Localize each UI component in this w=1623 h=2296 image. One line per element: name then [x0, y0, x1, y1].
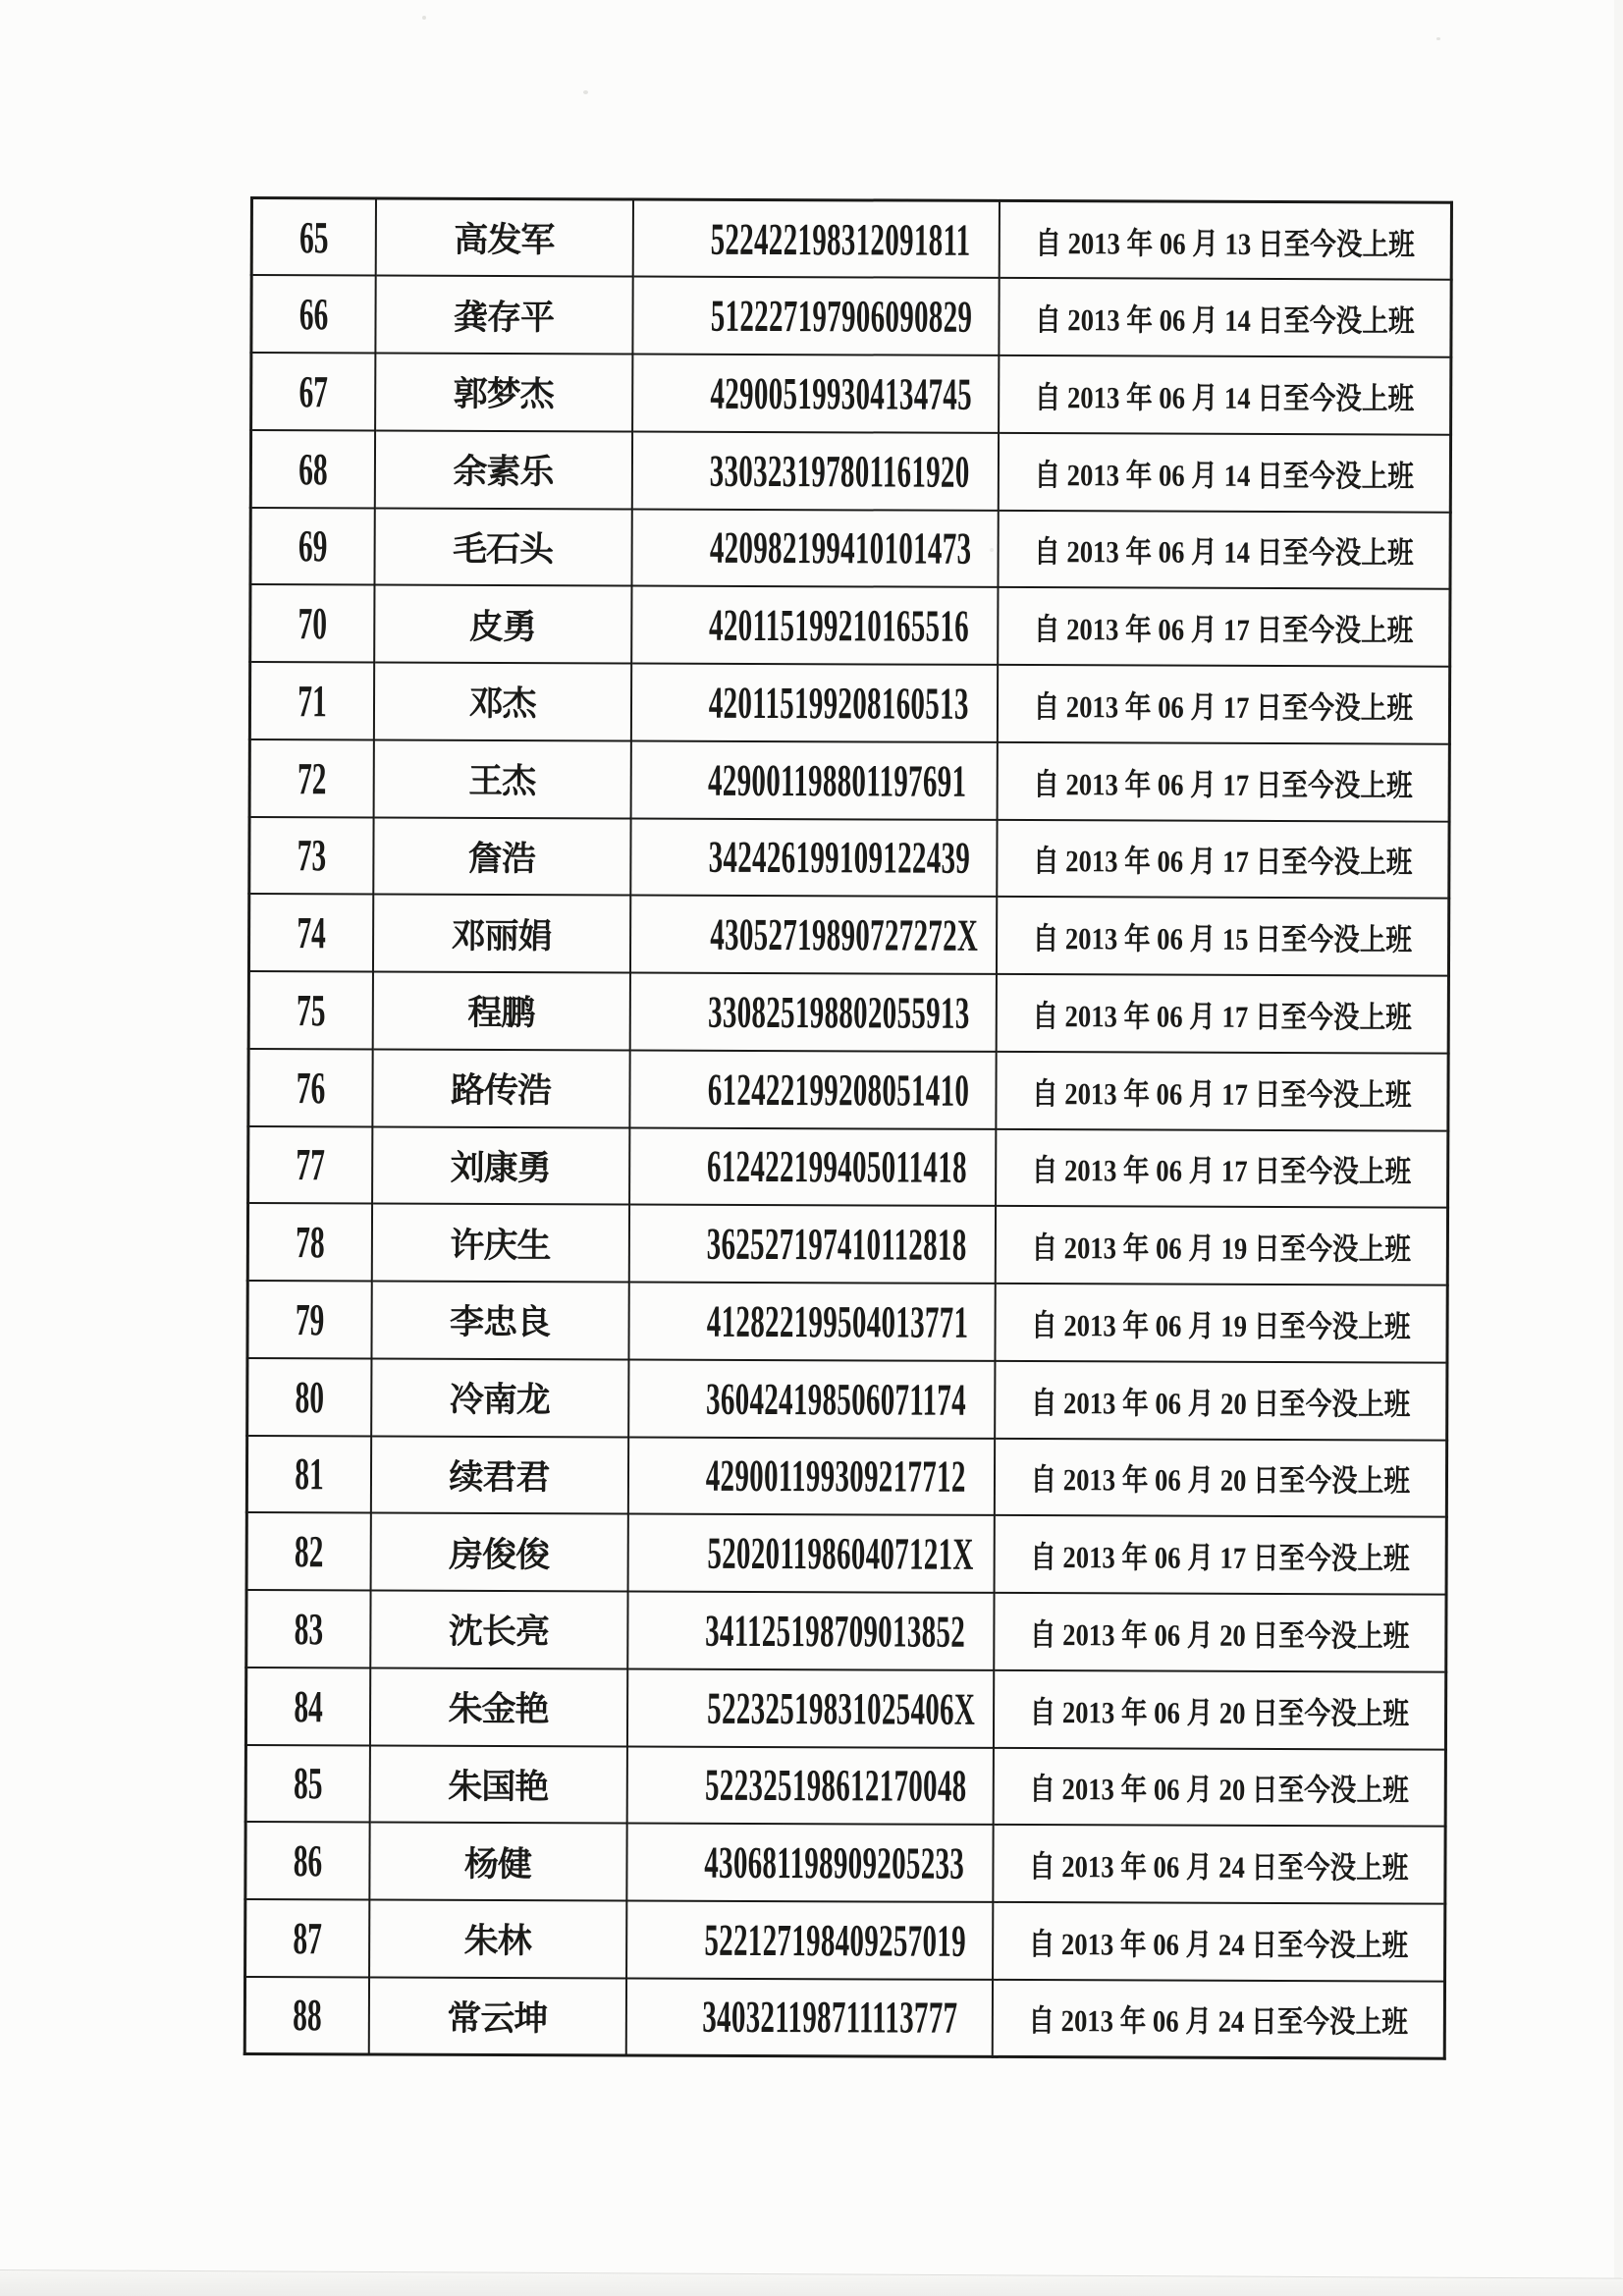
- cell-row-number-text: 75: [296, 985, 326, 1036]
- table-row: [249, 662, 1449, 743]
- cell-absence-status-text: 自 2013 年 06 月 14 日至今没上班: [1034, 457, 1415, 494]
- cell-id-number: [626, 1668, 993, 1747]
- cell-row-number: [245, 1899, 369, 1977]
- cell-absence-status-text: 自 2013 年 06 月 20 日至今没上班: [1029, 1616, 1410, 1654]
- cell-person-name-text: 邓杰: [468, 684, 536, 724]
- cell-person-name-text: 刘康勇: [450, 1148, 551, 1188]
- cell-row-number: [248, 894, 372, 971]
- cell-id-number: [629, 1050, 996, 1128]
- cell-row-number-text: 70: [298, 598, 327, 649]
- table-row: [246, 1435, 1446, 1516]
- scan-right-edge-shadow: [1614, 0, 1623, 2296]
- table-row: [248, 1049, 1448, 1130]
- table-body: [244, 198, 1451, 2059]
- cell-person-name-text: 续君君: [449, 1457, 550, 1498]
- cell-id-number-text: 360424198506071174: [705, 1373, 966, 1425]
- table-row: [248, 971, 1448, 1053]
- cell-person-name-text: 沈长亮: [448, 1613, 549, 1652]
- cell-person-name: [368, 1977, 625, 2055]
- cell-row-number-text: 83: [294, 1604, 323, 1655]
- cell-person-name-text: 朱国艳: [448, 1767, 549, 1807]
- cell-person-name-text: 杨健: [463, 1844, 532, 1884]
- cell-id-number: [631, 431, 998, 510]
- cell-absence-status: [995, 1206, 1447, 1285]
- table-row: [249, 817, 1449, 899]
- cell-row-number: [251, 353, 375, 430]
- cell-absence-status-text: 自 2013 年 06 月 14 日至今没上班: [1034, 534, 1414, 571]
- cell-row-number-text: 73: [297, 830, 326, 881]
- cell-absence-status-text: 自 2013 年 06 月 17 日至今没上班: [1030, 1540, 1410, 1576]
- cell-absence-status: [996, 974, 1448, 1054]
- table-row: [247, 1358, 1447, 1440]
- cell-row-number-text: 80: [295, 1371, 324, 1422]
- cell-id-number: [632, 354, 999, 432]
- cell-person-name: [369, 1899, 626, 1978]
- cell-person-name: [370, 1590, 627, 1668]
- cell-person-name: [369, 1823, 626, 1901]
- cell-absence-status-text: 自 2013 年 06 月 17 日至今没上班: [1032, 998, 1412, 1035]
- cell-absence-status-text: 自 2013 年 06 月 17 日至今没上班: [1032, 844, 1413, 880]
- cell-id-number-text: 612422199208051410: [707, 1064, 969, 1116]
- cell-id-number: [628, 1359, 995, 1438]
- cell-row-number: [246, 1590, 370, 1667]
- cell-row-number-text: 85: [293, 1758, 323, 1809]
- cell-id-number-text: 429001199309217712: [705, 1450, 966, 1503]
- cell-absence-status: [999, 200, 1451, 280]
- cell-id-number-text: 512227197906090829: [710, 290, 972, 342]
- cell-person-name-text: 郭梦杰: [453, 375, 554, 414]
- cell-row-number: [245, 1667, 369, 1745]
- cell-absence-status-text: 自 2013 年 06 月 17 日至今没上班: [1033, 766, 1413, 803]
- cell-absence-status: [996, 1128, 1448, 1208]
- cell-id-number-text: 430681198909205233: [703, 1836, 964, 1888]
- cell-id-number: [625, 1978, 992, 2056]
- cell-id-number-text: 330825198802055913: [707, 986, 970, 1038]
- cell-id-number-text: 330323197801161920: [709, 445, 970, 497]
- cell-absence-status-text: 自 2013 年 06 月 20 日至今没上班: [1030, 1385, 1411, 1422]
- cell-row-number: [249, 817, 373, 895]
- cell-absence-status-text: 自 2013 年 06 月 20 日至今没上班: [1029, 1694, 1410, 1731]
- cell-id-number: [626, 1900, 993, 1979]
- table-row: [250, 584, 1450, 666]
- cell-row-number-text: 82: [294, 1526, 324, 1577]
- cell-person-name: [375, 353, 632, 431]
- cell-id-number: [631, 586, 998, 665]
- cell-absence-status-text: 自 2013 年 06 月 20 日至今没上班: [1029, 1772, 1409, 1808]
- cell-id-number-text: 52020119860407121X: [706, 1527, 974, 1579]
- cell-row-number: [248, 1125, 372, 1203]
- cell-row-number-text: 74: [297, 907, 326, 958]
- cell-row-number: [250, 508, 374, 585]
- cell-person-name: [369, 1745, 626, 1824]
- cell-person-name: [372, 1126, 629, 1205]
- cell-row-number-text: 88: [292, 1990, 322, 2041]
- cell-person-name-text: 常云坤: [447, 1998, 548, 2039]
- cell-absence-status: [994, 1593, 1446, 1672]
- cell-person-name-text: 朱林: [463, 1922, 531, 1961]
- cell-id-number: [629, 972, 996, 1051]
- cell-person-name: [370, 1436, 627, 1514]
- cell-row-number-text: 77: [296, 1139, 325, 1190]
- table-row: [246, 1590, 1446, 1671]
- cell-absence-status: [997, 665, 1449, 744]
- cell-id-number-text: 420115199210165516: [708, 599, 969, 651]
- cell-row-number: [250, 430, 374, 508]
- cell-row-number: [251, 198, 375, 276]
- table-row: [245, 1822, 1445, 1903]
- cell-person-name: [371, 1281, 628, 1359]
- cell-person-name: [375, 198, 632, 277]
- cell-absence-status: [993, 1670, 1445, 1750]
- table-row: [244, 1977, 1444, 2058]
- cell-row-number: [248, 971, 372, 1049]
- cell-person-name: [372, 1049, 629, 1127]
- cell-row-number: [247, 1358, 371, 1436]
- cell-absence-status-text: 自 2013 年 06 月 19 日至今没上班: [1031, 1230, 1411, 1267]
- cell-id-number: [631, 509, 998, 587]
- absence-roster-table: [243, 196, 1453, 2060]
- cell-person-name: [374, 430, 631, 509]
- cell-row-number-text: 86: [293, 1835, 323, 1886]
- cell-id-number: [626, 1746, 993, 1825]
- cell-id-number: [627, 1514, 994, 1593]
- cell-row-number-text: 71: [297, 676, 327, 727]
- cell-id-number: [630, 818, 997, 897]
- cell-absence-status: [992, 1980, 1444, 2059]
- cell-person-name: [370, 1513, 627, 1592]
- cell-id-number: [630, 740, 997, 819]
- cell-id-number: [627, 1591, 994, 1669]
- cell-person-name-text: 皮勇: [468, 607, 536, 646]
- cell-id-number: [627, 1437, 994, 1515]
- cell-absence-status: [994, 1515, 1446, 1595]
- scan-speck: [990, 548, 994, 552]
- table-row: [248, 894, 1448, 975]
- cell-row-number-text: 81: [294, 1449, 324, 1500]
- cell-id-number-text: 522127198409257019: [703, 1914, 966, 1966]
- scan-speck: [1436, 37, 1440, 40]
- cell-row-number-text: 69: [298, 520, 328, 572]
- table-row: [251, 353, 1451, 434]
- cell-id-number: [632, 199, 999, 278]
- cell-absence-status-text: 自 2013 年 06 月 19 日至今没上班: [1030, 1307, 1411, 1344]
- cell-absence-status: [997, 819, 1449, 899]
- cell-absence-status-text: 自 2013 年 06 月 24 日至今没上班: [1028, 1849, 1409, 1886]
- cell-id-number-text: 420115199208160513: [708, 677, 969, 729]
- cell-id-number: [628, 1205, 995, 1284]
- cell-person-name: [371, 1358, 628, 1437]
- cell-person-name-text: 邓丽娟: [451, 916, 552, 956]
- cell-absence-status: [995, 1361, 1447, 1441]
- table-row: [245, 1899, 1445, 1981]
- cell-absence-status-text: 自 2013 年 06 月 17 日至今没上班: [1031, 1153, 1412, 1189]
- cell-absence-status-text: 自 2013 年 06 月 14 日至今没上班: [1034, 379, 1415, 416]
- cell-row-number-text: 76: [296, 1062, 326, 1113]
- cell-absence-status-text: 自 2013 年 06 月 13 日至今没上班: [1035, 225, 1415, 262]
- cell-absence-status: [993, 1825, 1445, 1904]
- cell-person-name-text: 路传浩: [450, 1070, 552, 1111]
- cell-row-number-text: 66: [298, 289, 329, 340]
- cell-row-number: [244, 1977, 368, 2054]
- cell-absence-status-text: 自 2013 年 06 月 17 日至今没上班: [1033, 612, 1414, 648]
- cell-id-number-text: 522422198312091811: [710, 213, 971, 265]
- cell-id-number: [629, 1127, 996, 1206]
- cell-person-name-text: 余素乐: [453, 452, 554, 492]
- table-row: [247, 1281, 1447, 1362]
- cell-person-name-text: 龚存平: [453, 298, 555, 337]
- cell-person-name-text: 冷南龙: [449, 1380, 550, 1420]
- table-row: [250, 508, 1450, 589]
- cell-person-name: [369, 1667, 626, 1746]
- table-row: [245, 1744, 1445, 1826]
- table-row: [247, 1203, 1447, 1285]
- cell-absence-status: [995, 1284, 1447, 1363]
- cell-id-number: [632, 277, 999, 355]
- scan-bottom-edge-shadow: [0, 2269, 1623, 2296]
- cell-person-name: [374, 585, 631, 664]
- table-row: [248, 1125, 1448, 1207]
- cell-absence-status: [998, 433, 1450, 513]
- cell-absence-status-text: 自 2013 年 06 月 24 日至今没上班: [1028, 2003, 1408, 2040]
- table-row: [246, 1512, 1446, 1594]
- table-row: [249, 739, 1449, 821]
- cell-person-name-text: 高发军: [454, 220, 555, 260]
- cell-row-number-text: 68: [298, 443, 328, 494]
- cell-absence-status: [996, 897, 1448, 976]
- cell-absence-status: [998, 510, 1450, 589]
- cell-id-number-text: 412822199504013771: [706, 1295, 968, 1347]
- cell-person-name: [374, 508, 631, 586]
- cell-absence-status: [996, 1052, 1448, 1131]
- cell-person-name-text: 毛石头: [453, 529, 554, 570]
- cell-absence-status-text: 自 2013 年 06 月 14 日至今没上班: [1034, 302, 1415, 339]
- cell-person-name: [372, 971, 629, 1050]
- table-row: [245, 1667, 1445, 1749]
- cell-row-number: [246, 1435, 370, 1512]
- cell-row-number-text: 84: [294, 1680, 323, 1731]
- cell-absence-status: [994, 1438, 1446, 1517]
- cell-row-number-text: 87: [293, 1913, 322, 1964]
- cell-absence-status: [993, 1747, 1445, 1827]
- cell-person-name-text: 詹浩: [467, 839, 535, 878]
- cell-id-number-text: 612422199405011418: [706, 1141, 967, 1193]
- cell-person-name: [373, 817, 630, 896]
- cell-row-number-text: 78: [295, 1217, 325, 1268]
- cell-id-number: [630, 663, 997, 741]
- cell-row-number: [246, 1512, 370, 1590]
- cell-id-number: [626, 1824, 993, 1902]
- cell-person-name-text: 程鹏: [467, 994, 535, 1033]
- cell-absence-status-text: 自 2013 年 06 月 15 日至今没上班: [1032, 921, 1413, 957]
- cell-absence-status: [998, 587, 1450, 667]
- cell-absence-status-text: 自 2013 年 06 月 20 日至今没上班: [1030, 1462, 1411, 1499]
- cell-absence-status-text: 自 2013 年 06 月 17 日至今没上班: [1033, 688, 1414, 726]
- cell-person-name: [371, 1204, 628, 1283]
- table-row: [251, 198, 1451, 280]
- cell-id-number-text: 341125198709013852: [704, 1605, 965, 1657]
- table-row: [251, 275, 1451, 356]
- cell-id-number-text: 52232519831025406X: [706, 1682, 975, 1734]
- cell-row-number: [251, 275, 375, 353]
- cell-absence-status: [993, 1902, 1445, 1982]
- cell-absence-status: [999, 278, 1451, 357]
- cell-person-name-text: 王杰: [468, 761, 536, 801]
- cell-row-number: [247, 1203, 371, 1281]
- cell-person-name-text: 李忠良: [450, 1303, 551, 1342]
- cell-row-number: [245, 1744, 369, 1822]
- cell-person-name-text: 许庆生: [450, 1226, 551, 1265]
- cell-row-number-text: 67: [298, 366, 328, 417]
- cell-person-name-text: 朱金艳: [448, 1689, 549, 1729]
- cell-id-number-text: 43052719890727272X: [709, 908, 978, 960]
- cell-row-number: [250, 584, 374, 662]
- cell-absence-status: [997, 742, 1449, 822]
- cell-row-number: [245, 1822, 369, 1899]
- cell-absence-status-text: 自 2013 年 06 月 24 日至今没上班: [1028, 1926, 1409, 1963]
- cell-id-number-text: 340321198711113777: [701, 1992, 957, 2044]
- cell-absence-status: [999, 355, 1451, 435]
- cell-absence-status-text: 自 2013 年 06 月 17 日至今没上班: [1031, 1075, 1412, 1113]
- cell-person-name: [373, 662, 630, 740]
- scan-speck: [583, 90, 588, 94]
- cell-row-number: [249, 739, 373, 817]
- scan-speck: [422, 16, 426, 20]
- cell-id-number-text: 429001198801197691: [707, 754, 966, 806]
- cell-id-number-text: 522325198612170048: [704, 1760, 967, 1812]
- cell-id-number-text: 342426199109122439: [708, 832, 970, 884]
- cell-person-name: [375, 276, 632, 355]
- cell-id-number-text: 420982199410101473: [709, 522, 971, 574]
- cell-id-number: [629, 896, 996, 974]
- cell-row-number-text: 79: [295, 1294, 325, 1345]
- cell-person-name: [373, 739, 630, 818]
- cell-row-number-text: 65: [298, 211, 329, 262]
- cell-id-number-text: 429005199304134745: [709, 367, 972, 419]
- table-row: [250, 430, 1450, 512]
- cell-row-number: [249, 662, 373, 739]
- cell-row-number-text: 72: [297, 752, 327, 803]
- cell-person-name: [372, 895, 629, 973]
- cell-row-number: [247, 1281, 371, 1358]
- cell-id-number-text: 362527197410112818: [706, 1218, 967, 1270]
- cell-person-name-text: 房俊俊: [449, 1535, 550, 1574]
- cell-row-number: [248, 1049, 372, 1126]
- cell-id-number: [628, 1282, 995, 1360]
